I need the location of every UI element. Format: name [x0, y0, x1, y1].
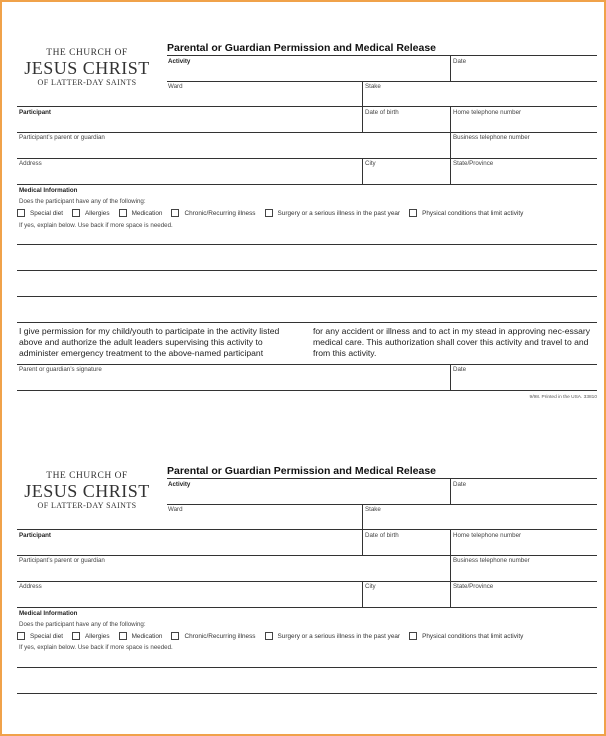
- parent-field[interactable]: [17, 581, 597, 582]
- logo-line-2: JESUS CHRIST: [24, 481, 150, 501]
- explain-label: If yes, explain below. Use back if more space is needed.: [19, 644, 173, 651]
- explain-label: If yes, explain below. Use back if more space is needed.: [19, 222, 173, 229]
- date-label: Date: [453, 481, 467, 488]
- form-title: Parental or Guardian Permission and Medical Release: [167, 465, 437, 477]
- checkbox-surgery[interactable]: [265, 209, 401, 217]
- checkbox-label: Surgery or a serious illness in the past year: [277, 209, 401, 217]
- checkbox-label: Chronic/Recurring illness: [184, 209, 256, 217]
- address-label: Address: [19, 583, 42, 590]
- stake-label: Stake: [365, 506, 381, 513]
- explain-line[interactable]: [17, 244, 597, 245]
- divider: [450, 581, 451, 607]
- checkbox-label: Surgery or a serious illness in the past year: [277, 632, 401, 640]
- checkbox-box[interactable]: [72, 209, 80, 217]
- parent-field[interactable]: [17, 158, 597, 159]
- medical-checkboxes: [17, 209, 597, 217]
- participant-label: Participant: [19, 109, 51, 116]
- state-label: State/Province: [453, 160, 494, 167]
- checkbox-chronic-illness[interactable]: [171, 632, 255, 640]
- divider: [362, 529, 363, 555]
- medical-info-label: Medical Information: [19, 610, 78, 617]
- checkbox-surgery[interactable]: [265, 632, 401, 640]
- parent-label: Participant’s parent or guardian: [19, 134, 105, 141]
- form-title: Parental or Guardian Permission and Medical Release: [167, 42, 437, 54]
- permission-text-left: I give permission for my child/youth to participate in the activity listed above and authorize the adult leaders supervising this activity to administer emergency treatment to the above-named participant: [19, 326, 280, 358]
- state-label: State/Province: [453, 583, 494, 590]
- explain-line[interactable]: [17, 296, 597, 297]
- divider: [362, 581, 363, 607]
- checkbox-label: Special diet: [30, 209, 64, 217]
- checkbox-label: Physical conditions that limit activity: [422, 632, 524, 640]
- checkbox-box[interactable]: [171, 209, 179, 217]
- checkbox-box[interactable]: [17, 632, 25, 640]
- divider: [362, 158, 363, 184]
- activity-label: Activity: [168, 58, 191, 65]
- checkbox-label: Medication: [131, 632, 163, 640]
- ward-label: Ward: [168, 506, 183, 513]
- checkbox-chronic-illness[interactable]: [171, 209, 255, 217]
- checkbox-label: Special diet: [30, 632, 64, 640]
- checkbox-box[interactable]: [119, 209, 127, 217]
- logo-line-1: THE CHURCH OF: [46, 48, 128, 58]
- explain-line[interactable]: [17, 667, 597, 668]
- business-phone-label: Business telephone number: [453, 557, 530, 564]
- rule: [17, 364, 597, 365]
- participant-field[interactable]: [17, 132, 597, 133]
- activity-field[interactable]: [167, 504, 597, 505]
- checkbox-special-diet[interactable]: [17, 632, 63, 640]
- logo-line-2: JESUS CHRIST: [24, 58, 150, 78]
- checkbox-physical-conditions[interactable]: [409, 632, 523, 640]
- dob-label: Date of birth: [365, 532, 399, 539]
- checkbox-medication[interactable]: [119, 209, 163, 217]
- medical-question: Does the participant have any of the following:: [19, 621, 146, 628]
- logo-line-1: THE CHURCH OF: [46, 471, 128, 481]
- address-label: Address: [19, 160, 42, 167]
- divider: [450, 55, 451, 81]
- printed-note: 9/98. Printed in the USA. 33810: [529, 395, 597, 400]
- ward-field[interactable]: [17, 106, 597, 107]
- checkbox-box[interactable]: [409, 209, 417, 217]
- participant-label: Participant: [19, 532, 51, 539]
- activity-field[interactable]: [167, 81, 597, 82]
- divider: [362, 81, 363, 107]
- checkbox-box[interactable]: [171, 632, 179, 640]
- checkbox-label: Allergies: [85, 632, 110, 640]
- checkbox-label: Physical conditions that limit activity: [422, 209, 524, 217]
- medical-checkboxes: [17, 632, 597, 640]
- checkbox-box[interactable]: [17, 209, 25, 217]
- divider: [450, 158, 451, 184]
- checkbox-box[interactable]: [265, 632, 273, 640]
- church-logo: [17, 48, 157, 87]
- ward-label: Ward: [168, 83, 183, 90]
- explain-line[interactable]: [17, 693, 597, 694]
- activity-label: Activity: [168, 481, 191, 488]
- address-field[interactable]: [17, 607, 597, 608]
- home-phone-label: Home telephone number: [453, 532, 522, 539]
- permission-text-right: for any accident or illness and to act in my stead in approving nec-essary medical care. This authorization shall cover this activity and travel to and from this activity.: [313, 326, 591, 358]
- checkbox-box[interactable]: [119, 632, 127, 640]
- date-label: Date: [453, 58, 467, 65]
- medical-question: Does the participant have any of the following:: [19, 198, 146, 205]
- dob-label: Date of birth: [365, 109, 399, 116]
- home-phone-label: Home telephone number: [453, 109, 522, 116]
- parent-label: Participant’s parent or guardian: [19, 557, 105, 564]
- rule: [167, 55, 597, 56]
- explain-line[interactable]: [17, 322, 597, 323]
- divider: [362, 504, 363, 530]
- city-label: City: [365, 583, 376, 590]
- logo-line-3: OF LATTER-DAY SAINTS: [37, 78, 137, 87]
- logo-line-3: OF LATTER-DAY SAINTS: [37, 501, 137, 510]
- stake-label: Stake: [365, 83, 381, 90]
- checkbox-special-diet[interactable]: [17, 209, 63, 217]
- church-logo: [17, 471, 157, 510]
- medical-info-label: Medical Information: [19, 187, 78, 194]
- checkbox-box[interactable]: [72, 632, 80, 640]
- address-field[interactable]: [17, 184, 597, 185]
- checkbox-label: Chronic/Recurring illness: [184, 632, 256, 640]
- participant-field[interactable]: [17, 555, 597, 556]
- ward-field[interactable]: [17, 529, 597, 530]
- signature-field[interactable]: [17, 390, 597, 391]
- signature-date-label: Date: [453, 366, 467, 373]
- checkbox-allergies[interactable]: [72, 632, 110, 640]
- business-phone-label: Business telephone number: [453, 134, 530, 141]
- divider: [362, 106, 363, 132]
- signature-label: Parent or guardian’s signature: [19, 366, 102, 373]
- divider: [450, 364, 451, 390]
- checkbox-medication[interactable]: [119, 632, 163, 640]
- checkbox-label: Medication: [131, 209, 163, 217]
- city-label: City: [365, 160, 376, 167]
- checkbox-physical-conditions[interactable]: [409, 209, 523, 217]
- checkbox-allergies[interactable]: [72, 209, 110, 217]
- checkbox-box[interactable]: [265, 209, 273, 217]
- checkbox-label: Allergies: [85, 209, 110, 217]
- rule: [167, 478, 597, 479]
- divider: [450, 478, 451, 504]
- explain-line[interactable]: [17, 270, 597, 271]
- checkbox-box[interactable]: [409, 632, 417, 640]
